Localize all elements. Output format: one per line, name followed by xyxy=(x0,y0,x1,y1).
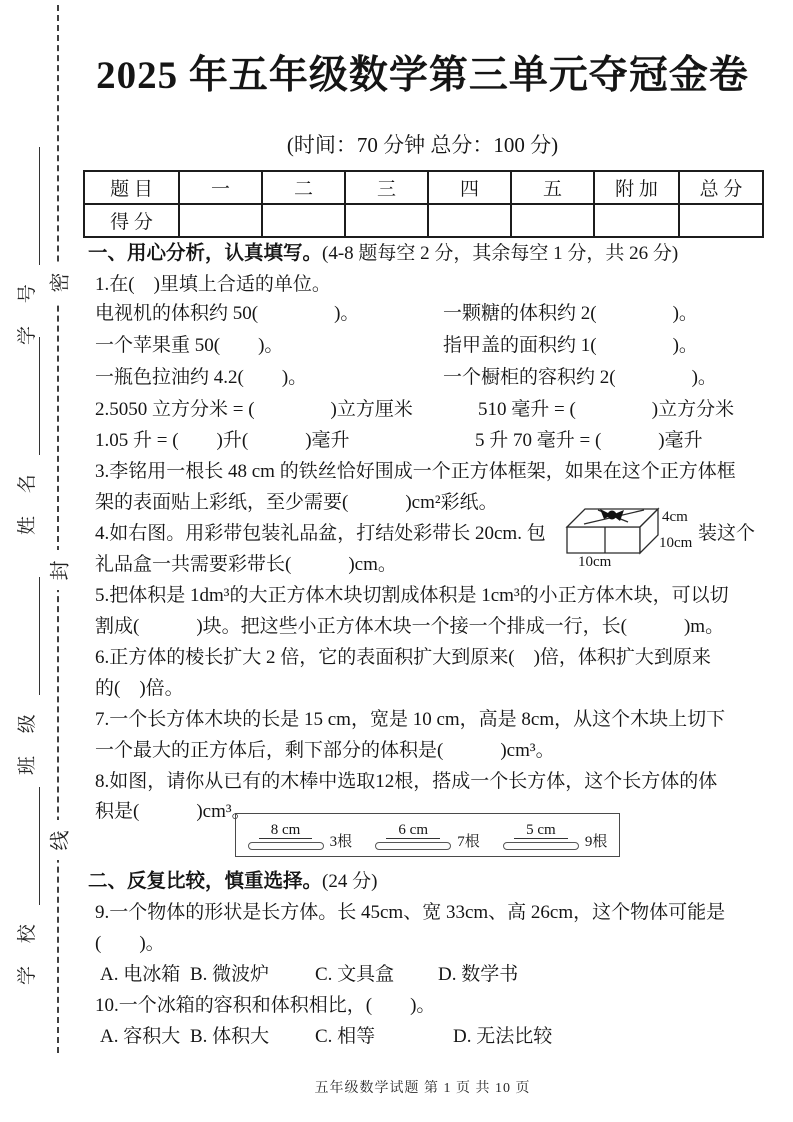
score-row-label: 得 分 xyxy=(84,204,179,237)
class-field xyxy=(14,577,40,775)
page-title: 2025 年五年级数学第三单元夺冠金卷 xyxy=(96,54,749,97)
seal-char-xian-text: 线 xyxy=(49,830,72,850)
score-cell-empty xyxy=(594,204,679,237)
q8-rods-figure xyxy=(235,813,620,857)
q2-row-1 xyxy=(95,397,760,422)
school-rule xyxy=(18,787,40,905)
seal-char-xian xyxy=(45,820,71,860)
q6-line2-text: 的( )倍。 xyxy=(95,678,184,699)
q10-option-c: C. 相等 xyxy=(315,1026,376,1047)
q4-line1-tail: 装这个 xyxy=(698,523,756,544)
score-table xyxy=(83,170,764,238)
q6-line1-text: 6.正方体的棱长扩大 2 倍，它的表面积扩大到原来( )倍，体积扩大到原来 xyxy=(95,647,711,668)
q9-option-a: A. 电冰箱 xyxy=(100,964,181,985)
seal-char-mi xyxy=(45,262,71,302)
q1-row3-left: 一瓶色拉油约 4.2( )。 xyxy=(95,367,308,388)
student-number-label: 学 号 xyxy=(17,275,38,345)
q6-line-2 xyxy=(95,676,760,701)
student-number-rule xyxy=(18,147,40,265)
score-table-cell-zongfen: 总 分 xyxy=(679,171,763,204)
q1-stem-text: 1.在( )里填上合适的单位。 xyxy=(95,274,331,295)
score-table-cell-1: 一 xyxy=(179,171,262,204)
score-table-cell-4: 四 xyxy=(428,171,511,204)
q8-line-1 xyxy=(95,769,760,794)
score-cell-empty xyxy=(345,204,428,237)
q7-line1-text: 7.一个长方体木块的长是 15 cm，宽是 10 cm，高是 8cm，从这个木块上切下 xyxy=(95,709,726,730)
score-table-cell-2: 二 xyxy=(262,171,345,204)
score-table-score-row xyxy=(84,204,763,237)
q4-line2-text: 礼品盒一共需要彩带长( )cm。 xyxy=(95,554,397,575)
school-field xyxy=(14,787,40,985)
rod-length-label: 5 cm xyxy=(514,822,568,839)
score-cell-empty xyxy=(179,204,262,237)
student-name-label: 姓 名 xyxy=(17,465,38,535)
q5-line-2 xyxy=(95,614,760,639)
rod-bar xyxy=(248,842,324,850)
score-cell-empty xyxy=(679,204,763,237)
q1-stem xyxy=(95,272,760,297)
q10-option-a: A. 容积大 xyxy=(100,1026,181,1047)
rod-count-label: 7根 xyxy=(457,834,480,850)
q3-line2-text: 架的表面贴上彩纸，至少需要( )cm²彩纸。 xyxy=(95,492,498,513)
seal-char-mi-text: 密 xyxy=(49,272,72,292)
gift-box-figure xyxy=(556,494,706,572)
q9-line-1 xyxy=(95,900,760,925)
q1-row1-left: 电视机的体积约 50( )。 xyxy=(95,303,360,324)
q1-row2-right: 指甲盖的面积约 1( )。 xyxy=(443,335,698,356)
class-label: 班 级 xyxy=(17,705,38,775)
q8-line1-text: 8.如图，请你从已有的木棒中选取12根，搭成一个长方体，这个长方体的体 xyxy=(95,771,718,792)
q10-line-1 xyxy=(95,993,760,1018)
gift-box-height-label: 4cm xyxy=(662,509,688,525)
section1-note: (4-8 题每空 2 分，其余每空 1 分，共 26 分) xyxy=(322,243,679,264)
score-cell-empty xyxy=(262,204,345,237)
student-name-field xyxy=(14,337,40,535)
rod-count-label: 9根 xyxy=(584,834,608,850)
seal-char-feng-text: 封 xyxy=(49,560,72,580)
section1-heading xyxy=(88,241,753,266)
q1-row-1 xyxy=(95,301,760,326)
rod-item-6cm xyxy=(375,822,480,850)
school-label: 学 校 xyxy=(17,915,38,985)
student-name-rule xyxy=(18,337,40,455)
score-cell-empty xyxy=(511,204,594,237)
q2-row1-left: 2.5050 立方分米 = ( )立方厘米 xyxy=(95,399,413,420)
score-table-cell-fujia: 附 加 xyxy=(594,171,679,204)
q5-line1-text: 5.把体积是 1dm³的大正方体木块切割成体积是 1cm³的小正方体木块，可以切 xyxy=(95,585,729,606)
q1-row-2 xyxy=(95,333,760,358)
seal-char-feng xyxy=(45,550,71,590)
q9-option-d: D. 数学书 xyxy=(438,964,519,985)
page-footer: 五年级数学试题 第 1 页 共 10 页 xyxy=(314,1081,531,1096)
q10-line1-text: 10.一个冰箱的容积和体积相比，( )。 xyxy=(95,995,436,1016)
q3-line1-text: 3.李铭用一根长 48 cm 的铁丝恰好围成一个正方体框架，如果在这个正方体框 xyxy=(95,461,736,482)
score-table-cell-3: 三 xyxy=(345,171,428,204)
rod-length-label: 8 cm xyxy=(259,822,313,839)
q6-line-1 xyxy=(95,645,760,670)
q1-row2-left: 一个苹果重 50( )。 xyxy=(95,335,284,356)
q9-option-c: C. 文具盒 xyxy=(315,964,395,985)
exam-time-score: (时间：70 分钟 总分：100 分) xyxy=(286,133,559,157)
q2-row-2 xyxy=(95,428,760,453)
q5-line-1 xyxy=(95,583,760,608)
q3-line-1 xyxy=(95,459,760,484)
section1-title: 一、用心分析，认真填写。 xyxy=(88,242,323,264)
q9-option-b: B. 微波炉 xyxy=(190,964,270,985)
q9-line1-text: 9.一个物体的形状是长方体。长 45cm、宽 33cm、高 26cm，这个物体可能是 xyxy=(95,902,726,923)
rod-item-5cm xyxy=(503,822,608,850)
score-table-cell-timu: 题 目 xyxy=(84,171,179,204)
seal-dashed-line xyxy=(57,5,59,1053)
q2-row1-right: 510 毫升 = ( )立方分米 xyxy=(478,399,735,420)
section2-title: 二、反复比较，慎重选择。 xyxy=(88,870,323,892)
rod-length-label: 6 cm xyxy=(386,822,440,839)
score-table-header-row xyxy=(84,171,763,204)
q2-row2-left: 1.05 升 = ( )升( )毫升 xyxy=(95,430,350,451)
q1-row-3 xyxy=(95,365,760,390)
q9-line-2 xyxy=(95,931,760,956)
score-table-cell-5: 五 xyxy=(511,171,594,204)
student-number-field xyxy=(14,147,40,345)
score-cell-empty xyxy=(428,204,511,237)
q1-row3-right: 一个橱柜的容积约 2( )。 xyxy=(443,367,717,388)
q5-line2-text: 割成( )块。把这些小正方体木块一个接一个排成一行，长( )m。 xyxy=(95,616,725,637)
rod-count-label: 3根 xyxy=(329,834,353,850)
rod-item-8cm xyxy=(248,822,353,850)
rod-bar xyxy=(503,842,579,850)
class-rule xyxy=(18,577,40,695)
q7-line-1 xyxy=(95,707,760,732)
gift-box-width-label: 10cm xyxy=(578,554,612,570)
rod-bar xyxy=(375,842,451,850)
q2-row2-right: 5 升 70 毫升 = ( )毫升 xyxy=(475,430,703,451)
gift-box-front-face xyxy=(567,527,640,553)
section2-note: (24 分) xyxy=(322,871,378,892)
q4-line1-text: 4.如右图。用彩带包装礼品盆，打结处彩带长 20cm. 包 xyxy=(95,523,546,544)
q7-line2-text: 一个最大的正方体后，剩下部分的体积是( )cm³。 xyxy=(95,740,555,761)
q10-option-d: D. 无法比较 xyxy=(453,1026,553,1047)
q7-line-2 xyxy=(95,738,760,763)
q1-row1-right: 一颗糖的体积约 2( )。 xyxy=(443,303,698,324)
q9-line2-text: ( )。 xyxy=(95,933,165,954)
q8-line2-text: 积是( )cm³。 xyxy=(95,801,251,822)
q10-option-b: B. 体积大 xyxy=(190,1026,270,1047)
section2-heading xyxy=(88,869,753,894)
gift-box-depth-label: 10cm xyxy=(659,535,693,551)
